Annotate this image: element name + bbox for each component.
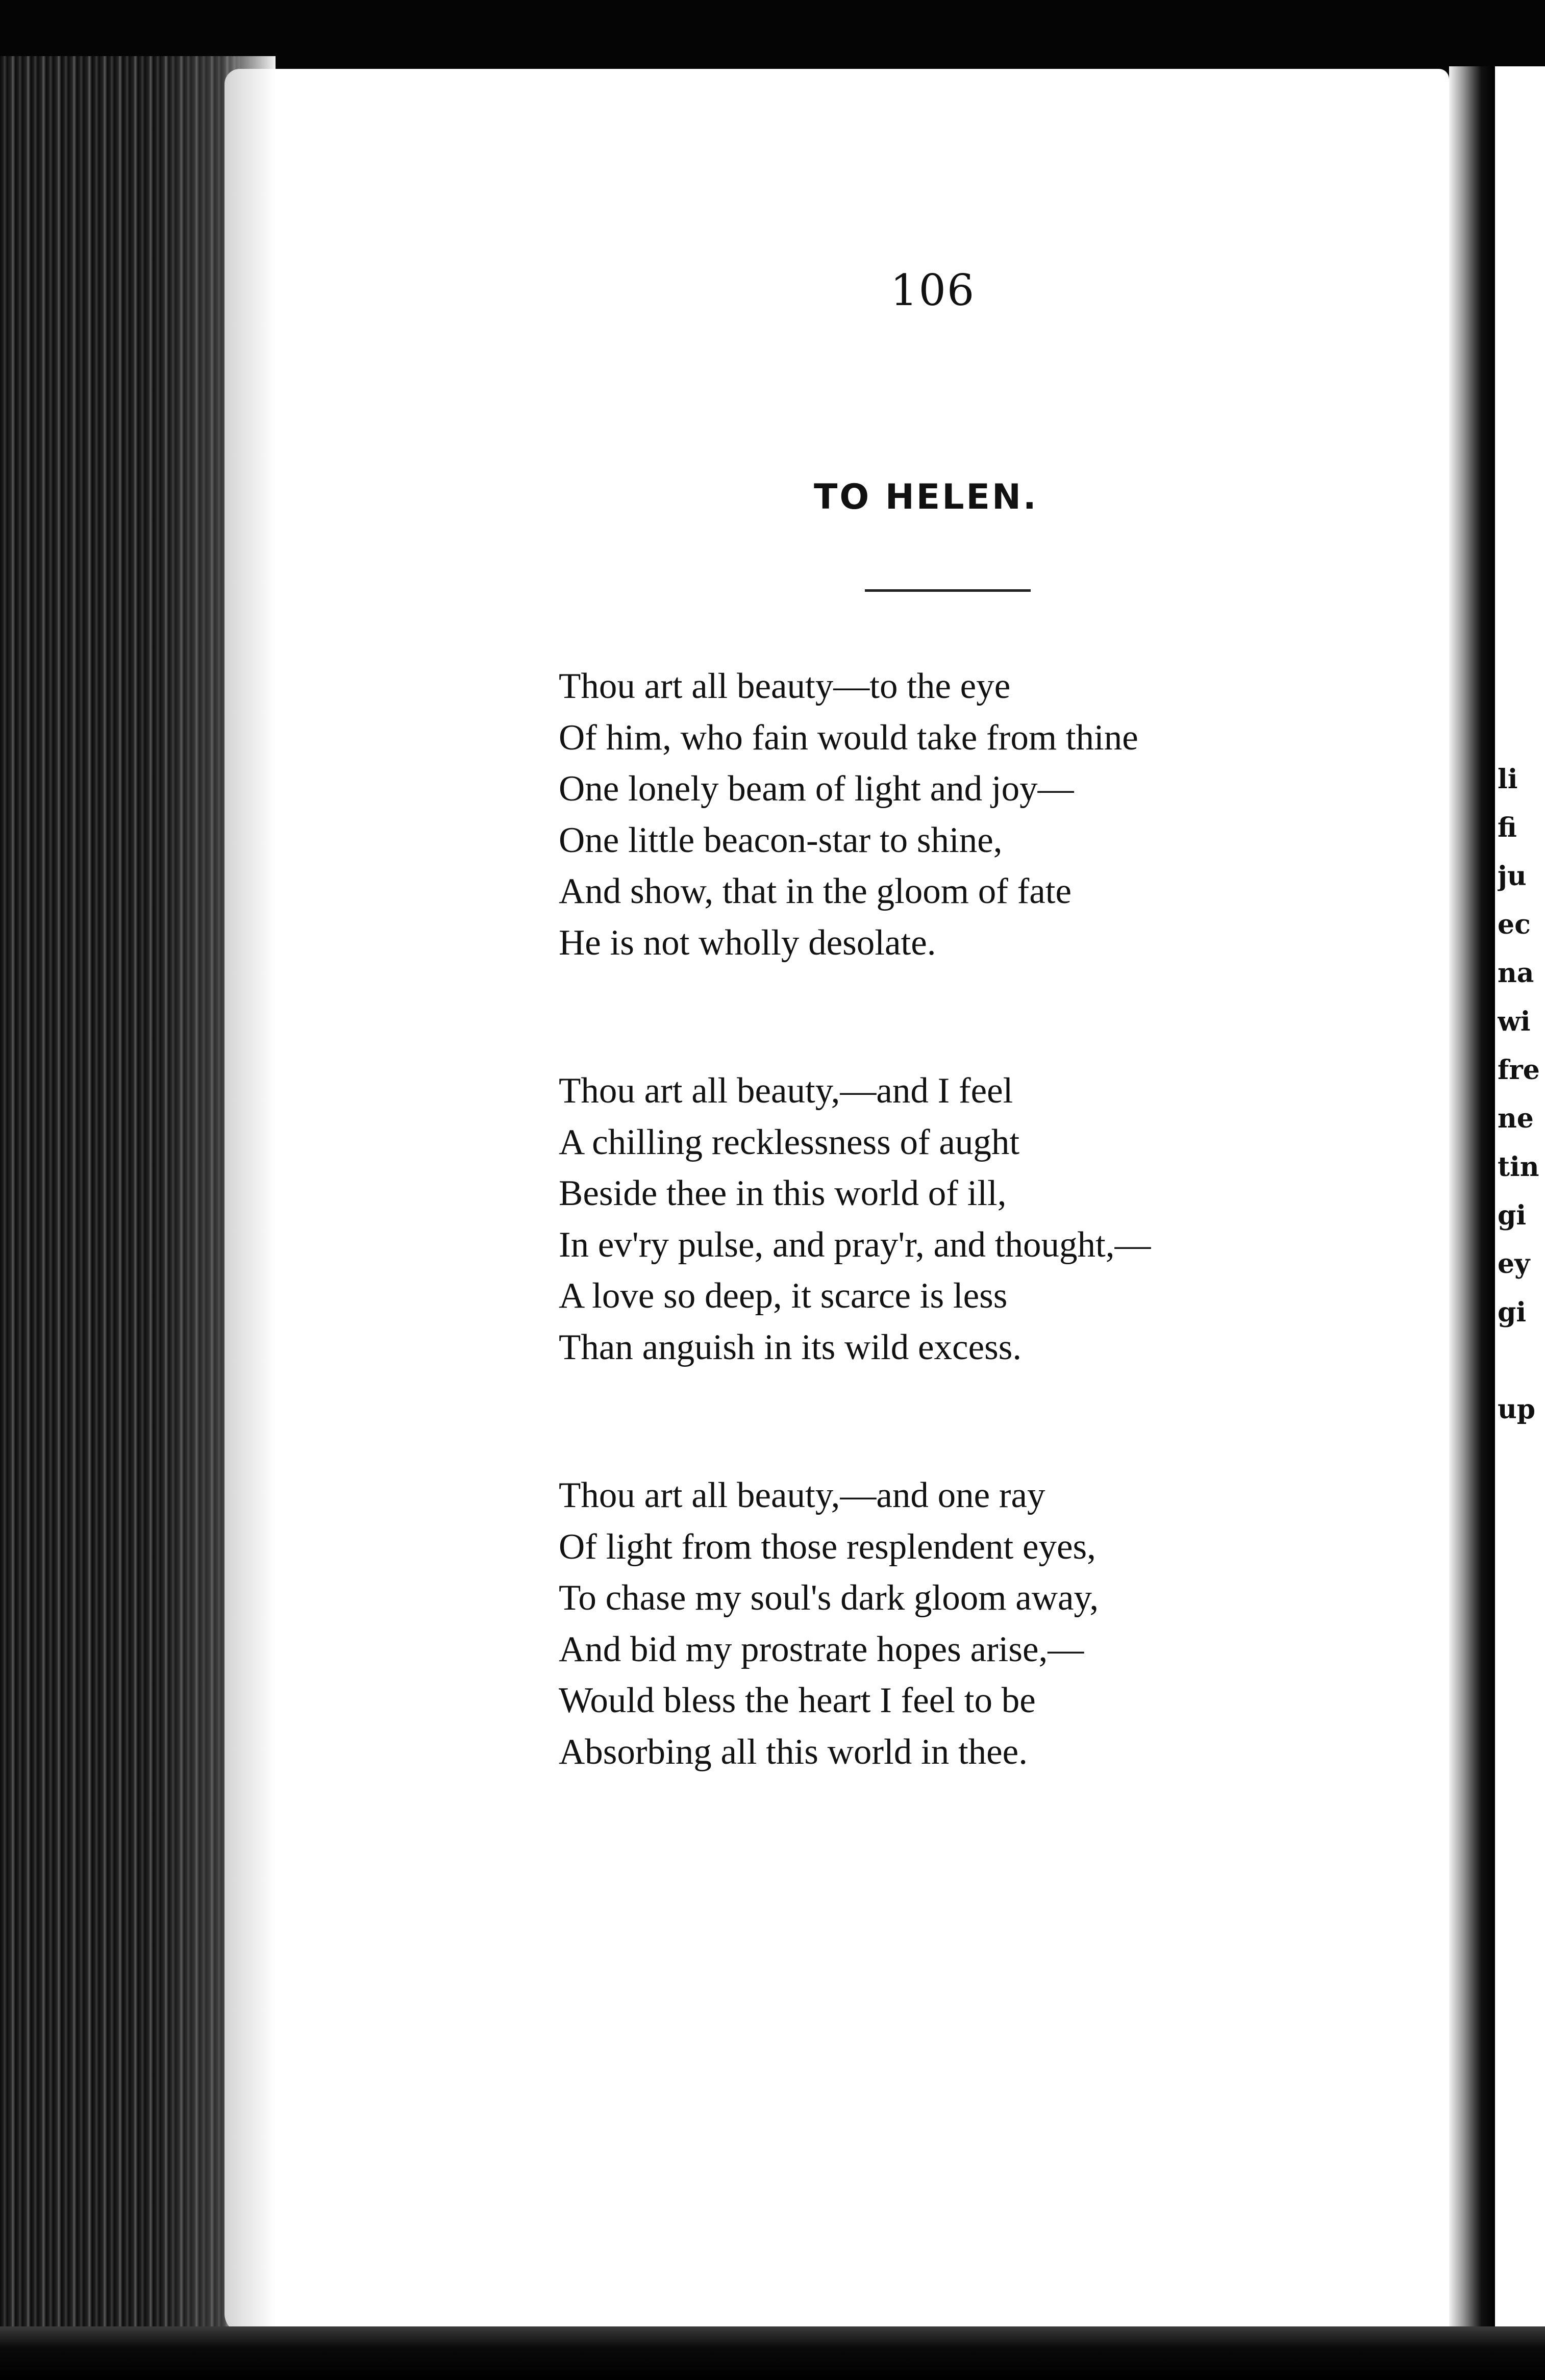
- poem-line: One lonely beam of light and joy—: [559, 769, 1074, 809]
- page-number: 106: [890, 265, 976, 315]
- poem-line: Of him, who fain would take from thine: [559, 717, 1138, 758]
- next-page-fragment: up: [1498, 1394, 1536, 1425]
- poem-line: In ev'ry pulse, and pray'r, and thought,—: [559, 1224, 1151, 1265]
- poem-line: Of light from those resplendent eyes,: [559, 1526, 1096, 1567]
- stanza-3: [559, 1470, 1273, 1777]
- poem-line: To chase my soul's dark gloom away,: [559, 1578, 1099, 1618]
- poem-line: And show, that in the gloom of fate: [559, 871, 1071, 911]
- scan-border-bottom: [0, 2326, 1545, 2380]
- stanza-1: [559, 661, 1273, 968]
- poem-line: Thou art all beauty—to the eye: [559, 666, 1011, 706]
- poem-line: Thou art all beauty,—and one ray: [559, 1475, 1045, 1515]
- next-page-fragment: wi: [1498, 1006, 1531, 1037]
- poem-line: One little beacon-star to shine,: [559, 820, 1003, 860]
- next-page-fragment: [1498, 1337, 1545, 1385]
- next-page-fragment: fre: [1498, 1055, 1540, 1086]
- poem-line: Would bless the heart I feel to be: [559, 1681, 1036, 1720]
- next-page-fragment: ju: [1498, 861, 1527, 892]
- next-page-fragment: fi: [1498, 812, 1517, 843]
- page-gutter: [1449, 66, 1495, 2342]
- next-page-fragment: li: [1498, 764, 1518, 795]
- poem-line: Thou art all beauty,—and I feel: [559, 1071, 1013, 1111]
- next-page-fragment: ec: [1498, 909, 1531, 940]
- poem-line: Than anguish in its wild excess.: [559, 1327, 1022, 1367]
- binding-shadow: [153, 56, 276, 2337]
- poem-line: Beside thee in this world of ill,: [559, 1173, 1007, 1213]
- next-page-fragment: ne: [1498, 1103, 1534, 1134]
- next-page-fragment: gi: [1498, 1200, 1527, 1231]
- poem-title: TO HELEN.: [814, 477, 1038, 517]
- poem-line: A chilling recklessness of aught: [559, 1122, 1020, 1162]
- next-page-fragment: tin: [1498, 1151, 1539, 1183]
- title-divider: [865, 589, 1031, 592]
- stanza-2: [559, 1065, 1273, 1373]
- poem-line: He is not wholly desolate.: [559, 922, 936, 963]
- poem-line: A love so deep, it scarce is less: [559, 1276, 1008, 1316]
- poem-line: And bid my prostrate hopes arise,—: [559, 1629, 1084, 1669]
- next-page-fragment: na: [1498, 958, 1534, 989]
- poem-body: [559, 661, 1273, 1874]
- next-page-fragment: ey: [1498, 1248, 1530, 1280]
- next-page-fragment: gi: [1498, 1297, 1527, 1328]
- poem-line: Absorbing all this world in thee.: [559, 1732, 1028, 1772]
- next-page-fragments: [1498, 755, 1545, 1434]
